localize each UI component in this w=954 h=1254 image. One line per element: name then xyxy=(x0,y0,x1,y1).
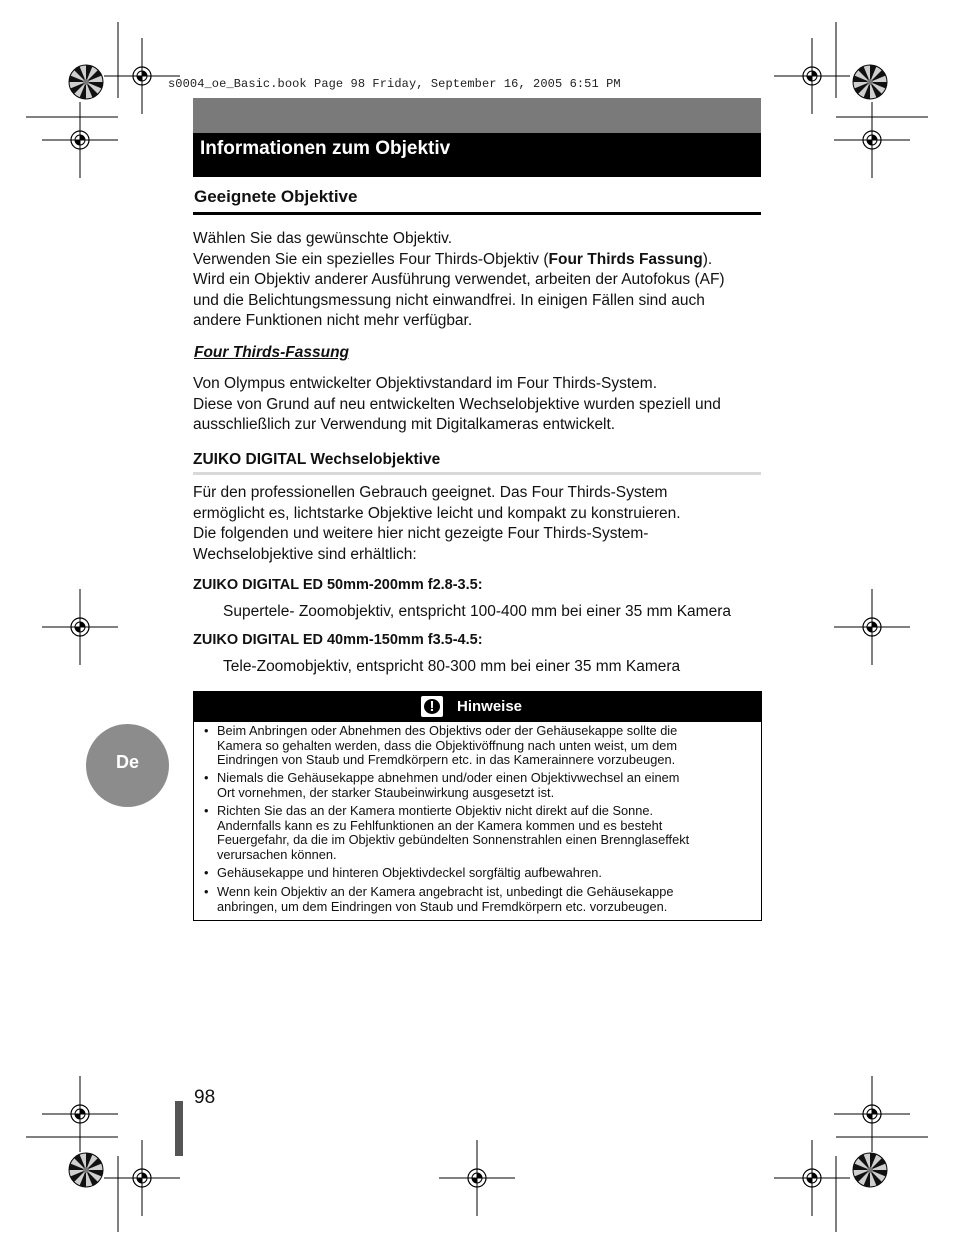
bullet: • xyxy=(204,865,209,880)
note-line: Andernfalls kann es zu Fehlfunktionen an der Kamera kommen und es besteht xyxy=(217,817,663,833)
lens-description: Tele-Zoomobjektiv, entspricht 80-300 mm bei einer 35 mm Kamera xyxy=(223,658,681,675)
lens-name: ZUIKO DIGITAL ED 40mm-150mm f3.5-4.5: xyxy=(193,632,483,648)
note-line: Wenn kein Objektiv an der Kamera angebracht ist, unbedingt die Gehäusekappe xyxy=(217,884,674,899)
zuiko-line: Für den professionellen Gebrauch geeignet. Das Four Thirds-System xyxy=(193,484,668,501)
note-line: Beim Anbringen oder Abnehmen des Objektivs oder der Gehäusekappe sollte die xyxy=(217,723,678,738)
intro-line: Wird ein Objektiv anderer Ausführung verwendet, arbeiten der Autofokus (AF) xyxy=(193,271,725,289)
page-number: 98 xyxy=(194,1087,216,1108)
bullet: • xyxy=(204,723,209,738)
intro-line xyxy=(193,250,768,271)
section-title: Informationen zum Objektiv xyxy=(200,138,451,159)
note-line: Feuergefahr, da die im Objektiv gebündelten Sonnenstrahlen einen Brennglaseffekt xyxy=(217,832,690,848)
page-number-bar xyxy=(175,1101,183,1156)
mount-line: Diese von Grund auf neu entwickelten Wechselobjektive wurden speziell und xyxy=(193,395,721,413)
zuiko-paragraph xyxy=(193,483,768,565)
heading-rule xyxy=(193,212,761,215)
intro-line: und die Belichtungsmessung nicht einwandfrei. In einigen Fällen sind auch xyxy=(193,291,705,309)
note-line: Gehäusekappe und hinteren Objektivdeckel sorgfältig aufbewahren. xyxy=(217,865,602,880)
lens-name: ZUIKO DIGITAL ED 50mm-200mm f2.8-3.5: xyxy=(193,577,483,593)
note-line: Richten Sie das an der Kamera montierte Objektiv nicht direkt auf die Sonne. xyxy=(217,803,654,818)
note-line: Kamera so gehalten werden, dass die Objektivöffnung nach unten weist, um dem xyxy=(217,737,678,753)
heading-suitable-lenses: Geeignete Objektive xyxy=(194,187,358,206)
intro-text: ). xyxy=(702,250,713,268)
print-header: s0004_oe_Basic.book Page 98 Friday, September 16, 2005 6:51 PM xyxy=(168,77,621,91)
bullet: • xyxy=(204,770,209,785)
exclamation-icon-mark: ! xyxy=(429,698,435,715)
intro-line: andere Funktionen nicht mehr verfügbar. xyxy=(193,312,473,330)
note-line: verursachen können. xyxy=(217,846,337,862)
mount-line: Von Olympus entwickelter Objektivstandard im Four Thirds-System. xyxy=(193,375,658,392)
note-line: Ort vornehmen, der starker Staubeinwirkung ausgesetzt ist. xyxy=(217,784,555,800)
intro-bold: Four Thirds Fassung xyxy=(548,250,703,268)
bullet: • xyxy=(204,884,209,899)
language-tab-label: De xyxy=(115,752,139,772)
note-line: Eindringen von Staub und Fremdkörpern etc. in das Kamerainnere vorzubeugen. xyxy=(217,752,676,768)
intro-paragraph xyxy=(193,229,768,332)
mount-line: ausschließlich zur Verwendung mit Digitalkameras entwickelt. xyxy=(193,416,616,434)
heading-zuiko-lenses: ZUIKO DIGITAL Wechselobjektive xyxy=(193,451,441,468)
notes-title: Hinweise xyxy=(457,698,523,715)
note-line: anbringen, um dem Eindringen von Staub und Fremdkörpern etc. vorzubeugen. xyxy=(217,898,668,914)
zuiko-line: ermöglicht es, lichtstarke Objektive leicht und kompakt zu konstruieren. xyxy=(193,504,681,522)
zuiko-line: Wechselobjektive sind erhältlich: xyxy=(193,545,417,563)
intro-text: Verwenden Sie ein spezielles Four Thirds-Objektiv ( xyxy=(193,250,549,268)
note-line: Niemals die Gehäusekappe abnehmen und/oder einen Objektivwechsel an einem xyxy=(217,770,680,785)
heading-four-thirds-mount: Four Thirds-Fassung xyxy=(194,344,349,361)
title-band-top xyxy=(193,98,761,134)
heading-rule-thin xyxy=(193,472,761,475)
zuiko-line: Die folgenden und weitere hier nicht gezeigte Four Thirds-System- xyxy=(193,525,649,543)
lens-description: Supertele- Zoomobjektiv, entspricht 100-400 mm bei einer 35 mm Kamera xyxy=(223,603,731,620)
bullet: • xyxy=(204,803,209,818)
mount-paragraph xyxy=(193,374,768,436)
intro-line: Wählen Sie das gewünschte Objektiv. xyxy=(193,230,453,247)
